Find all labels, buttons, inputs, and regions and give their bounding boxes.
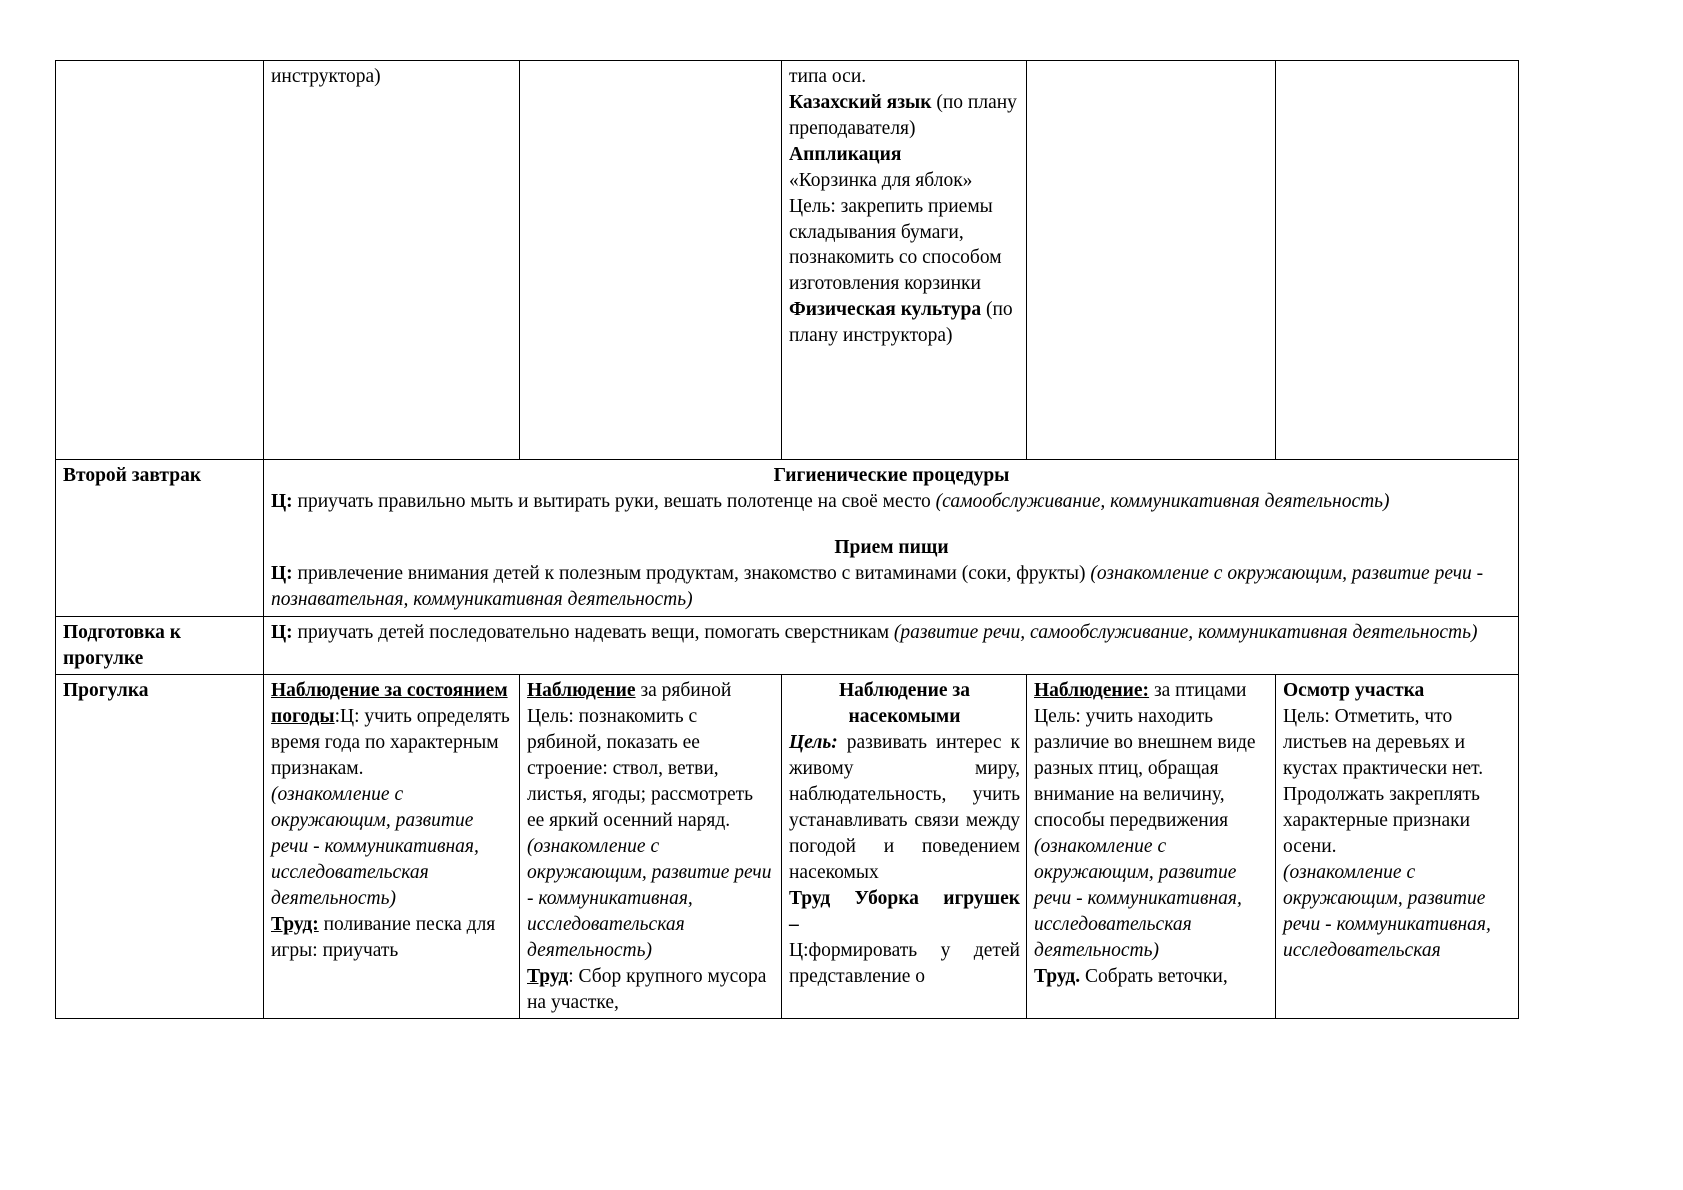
walk-weather-title-bold: Наблюдение за состоянием погоды	[271, 680, 508, 728]
walk-rowan-body: Цель: познакомить с рябиной, показать ее строение: ствол, ветви, листья, ягоды; рассмотреть ее яркий осенний наряд.	[527, 706, 754, 832]
continuation-subject-physical	[789, 297, 1020, 349]
cell-walk-rowan	[520, 675, 782, 1019]
cell-walk-preparation-content	[264, 616, 1519, 675]
walk-preparation-goal	[271, 620, 1512, 646]
hygiene-goal-text: приучать правильно мыть и вытирать руки, вешать полотенце на своё место	[292, 490, 936, 512]
meal-goal-marker: Ц:	[271, 562, 293, 584]
walk-birds-body: Цель: учить находить различие во внешнем виде разных птиц, обращая внимание на величину, способы передвижения	[1034, 706, 1256, 832]
cell-continuation-col2	[520, 61, 782, 460]
walk-birds-title	[1034, 678, 1269, 704]
walk-birds-work-text: Собрать веточки,	[1080, 965, 1228, 987]
walk-insects-goal-text: развивать интерес к живому миру, наблюдательность, учить устанавливать связи между погодой и поведением насекомых	[789, 732, 1020, 883]
cell-walk-weather	[264, 675, 520, 1019]
continuation-application-title: «Корзинка для яблок»	[789, 169, 973, 191]
cell-continuation-col1	[264, 61, 520, 460]
rowlabel-walk-preparation: Подготовка к прогулке	[56, 616, 264, 675]
walk-rowan-work-label: Труд	[527, 965, 569, 987]
walk-weather-italic: (ознакомление с окружающим, развитие речи - коммуникативная, исследовательская деятельность)	[271, 784, 479, 909]
heading-hygiene-procedures: Гигиенические процедуры	[773, 465, 1010, 486]
walk-preparation-goal-marker: Ц:	[271, 621, 293, 643]
cell-continuation-col4	[1027, 61, 1276, 460]
walk-insects-work-body: Ц:формировать у детей представление о	[789, 939, 1020, 987]
walk-birds-title-tail: за птицами	[1149, 680, 1247, 702]
meal-goal-text: привлечение внимания детей к полезным продуктам, знакомство с витаминами (соки, фрукты)	[292, 562, 1091, 584]
walk-insects-goal	[789, 730, 1020, 886]
walk-weather-title	[271, 678, 513, 782]
table-row-second-breakfast	[56, 460, 1519, 617]
walk-birds-title-bold: Наблюдение:	[1034, 680, 1150, 702]
walk-weather-work-text: поливание песка для игры: приучать	[271, 913, 496, 961]
rowlabel-walk: Прогулка	[56, 675, 264, 1019]
walk-rowan-italic: (ознакомление с окружающим, развитие речи - коммуникативная, исследовательская деятельность)	[527, 835, 772, 961]
meal-goal	[271, 561, 1512, 613]
walk-rowan-title-tail: за рябиной	[635, 680, 732, 702]
spacer-second-breakfast	[271, 515, 1512, 535]
meal-goal-italic: (ознакомление с окружающим, развитие речи - познавательная, коммуникативная деятельность)	[271, 562, 1484, 610]
walk-insects-goal-label: Цель:	[789, 732, 838, 754]
walk-insects-work-dash: –	[789, 913, 799, 935]
subject-application-label: Аппликация	[789, 143, 902, 165]
walk-preparation-goal-italic: (развитие речи, самообслуживание, коммуникативная деятельность)	[893, 621, 1478, 643]
walk-rowan-title-bold: Наблюдение	[527, 680, 636, 702]
continuation-subject-application	[789, 142, 1020, 168]
cell-continuation-col3	[782, 61, 1027, 460]
cell-continuation-label	[56, 61, 264, 460]
walk-rowan-work	[527, 964, 775, 1016]
table-row-walk	[56, 675, 1519, 1019]
continuation-axis-line: типа оси.	[789, 66, 867, 87]
walk-site-title: Осмотр участка	[1283, 680, 1425, 702]
cell-second-breakfast-content	[264, 460, 1519, 617]
table-row-walk-preparation	[56, 616, 1519, 675]
walk-birds-work	[1034, 964, 1269, 990]
daily-plan-table	[55, 60, 1519, 1019]
cell-walk-insects	[782, 675, 1027, 1019]
rowlabel-second-breakfast: Второй завтрак	[56, 460, 264, 617]
walk-weather-title-tail: :Ц: учить определять время года по характерным признакам.	[271, 706, 510, 780]
walk-weather-work-label: Труд:	[271, 913, 319, 935]
walk-weather-work	[271, 912, 513, 964]
walk-preparation-goal-text: приучать детей последовательно надевать вещи, помогать сверстникам	[292, 621, 894, 643]
walk-insects-work-text	[789, 912, 1020, 938]
walk-insects-title: Наблюдение за насекомыми	[838, 680, 970, 728]
walk-site-italic: (ознакомление с окружающим, развитие речи - коммуникативная, исследовательская	[1283, 861, 1491, 961]
continuation-application-goal: Цель: закрепить приемы складывания бумаги, познакомить со способом изготовления корзинки	[789, 195, 1002, 295]
subject-kazakh-note: (по плану преподавателя)	[789, 91, 1017, 139]
table-row-continuation	[56, 61, 1519, 460]
hygiene-goal-italic: (самообслуживание, коммуникативная деятельность)	[935, 490, 1390, 512]
hygiene-goal-marker: Ц:	[271, 490, 293, 512]
cell-walk-birds	[1027, 675, 1276, 1019]
heading-meal: Прием пищи	[834, 536, 949, 558]
continuation-instructor-text: инструктора)	[271, 66, 381, 87]
walk-rowan-work-text: : Сбор крупного мусора на участке,	[527, 965, 767, 1013]
subject-kazakh-label: Казахский язык	[789, 91, 932, 113]
walk-site-body: Цель: Отметить, что листьев на деревьях и кустах практически нет. Продолжать закреплять характерные признаки осени.	[1283, 706, 1484, 857]
walk-birds-work-label: Труд.	[1034, 965, 1081, 987]
cell-walk-site-inspection	[1276, 675, 1519, 1019]
walk-birds-italic: (ознакомление с окружающим, развитие речи - коммуникативная, исследовательская деятельность)	[1034, 835, 1242, 961]
subject-physical-note: (по плану инструктора)	[789, 299, 1013, 347]
walk-insects-work-label: Труд Уборка игрушек	[789, 887, 1020, 909]
continuation-subject-kazakh	[789, 90, 1020, 142]
walk-rowan-title	[527, 678, 775, 704]
cell-continuation-col5	[1276, 61, 1519, 460]
subject-physical-label: Физическая культура	[789, 299, 982, 321]
hygiene-goal	[271, 489, 1512, 515]
